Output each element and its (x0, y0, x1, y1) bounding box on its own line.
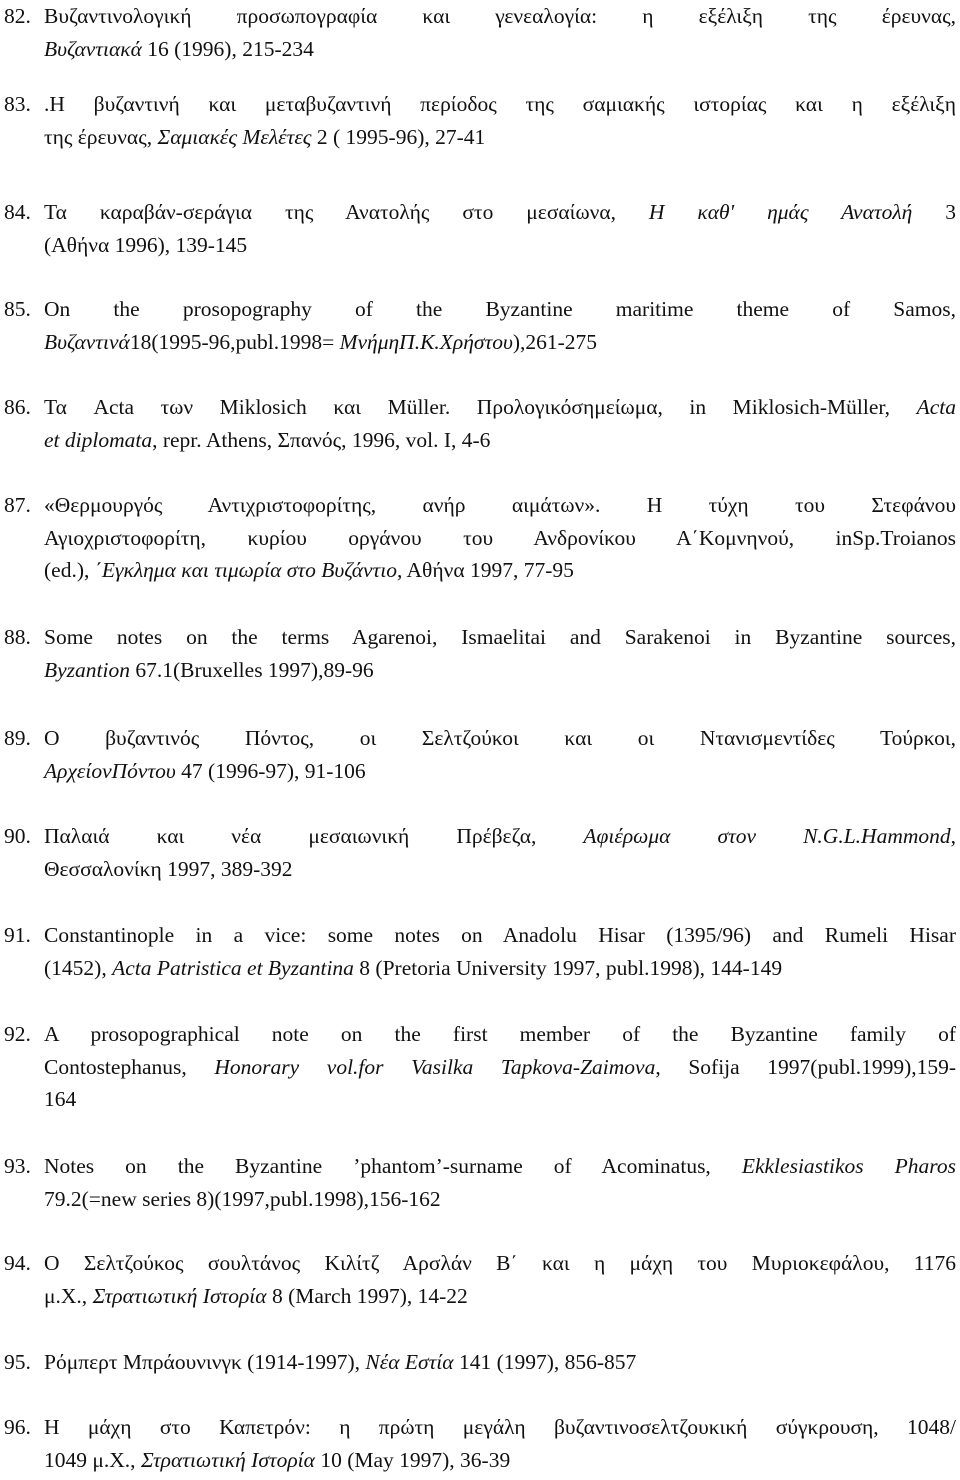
entry-text-line: 164 (44, 1087, 77, 1111)
entry-text-line: A prosopographical note on the first member of the Byzantine family of (44, 1022, 956, 1046)
bibliography-entry-85 (4, 293, 956, 358)
entry-text-line: της έρευνας, Σαμιακές Μελέτες 2 ( 1995-96), 27-41 (44, 124, 486, 149)
entry-text-line: «Θερμουργός Αντιχριστοφορίτης, ανήρ αιμάτων». Η τύχη του Στεφάνου (44, 493, 956, 517)
entry-text-line: Byzantion 67.1(Bruxelles 1997),89-96 (44, 657, 374, 682)
entry-number: 93. (4, 1154, 31, 1178)
entry-text-line: Η μάχη στο Καπετρόν: η πρώτη μεγάλη βυζαντινοσελτζουκική σύγκρουση, 1048/ (44, 1415, 956, 1439)
bibliography-entry-88 (4, 621, 956, 686)
bibliography-entry-82 (4, 0, 956, 65)
bibliography-entry-83 (4, 88, 956, 153)
entry-text-line: Ο Σελτζούκος σουλτάνος Κιλίτζ Αρσλάν Β΄ και η μάχη του Μυριοκεφάλου, 1176 (44, 1251, 956, 1275)
bibliography-entry-96 (4, 1411, 956, 1476)
entry-text-line: .Η βυζαντινή και μεταβυζαντινή περίοδος της σαμιακής ιστορίας και η εξέλιξη (44, 92, 956, 116)
entry-number: 95. (4, 1350, 31, 1374)
entry-text-line: Βυζαντιακά 16 (1996), 215-234 (44, 36, 314, 61)
entry-text-line: 79.2(=new series 8)(1997,publ.1998),156-162 (44, 1186, 441, 1211)
bibliography-entry-87 (4, 489, 956, 587)
entry-text-line: Αγιοχριστοφορίτη, κυρίου οργάνου του Ανδρονίκου Α΄Κομνηνού, inSp.Troianos (44, 525, 956, 550)
entry-text-line: Contostephanus, Honorary vol.for Vasilka Tapkova-Zaimova, Sofija 1997(publ.1999),159- (44, 1054, 957, 1079)
bibliography-entry-91 (4, 919, 956, 984)
entry-text-line: Βυζαντινά18(1995-96,publ.1998= ΜνήμηΠ.Κ.Χρήστου),261-275 (44, 329, 598, 354)
entry-text-line: ΑρχείονΠόντου 47 (1996-97), 91-106 (44, 758, 366, 783)
bibliography-entry-89 (4, 722, 956, 787)
entry-text-line: (Αθήνα 1996), 139-145 (44, 232, 248, 257)
entry-number: 85. (4, 297, 31, 321)
entry-text-line: Βυζαντινολογική προσωπογραφία και γενεαλογία: η εξέλιξη της έρευνας, (44, 4, 956, 28)
bibliography-entry-93 (4, 1150, 956, 1215)
entry-text-line: Notes on the Byzantine ’phantom’-surname of Acominatus, Ekklesiastikos Pharos (44, 1154, 956, 1178)
entry-number: 90. (4, 824, 31, 848)
entry-text-line: Τα Acta των Miklosich και Müller. Προλογικόσημείωμα, in Miklosich-Müller, Acta (44, 395, 956, 419)
bibliography-entry-86 (4, 391, 956, 456)
entry-text-line: (1452), Acta Patristica et Byzantina 8 (Pretoria University 1997, publ.1998), 144-149 (44, 955, 783, 980)
entry-text-line: et diplomata, repr. Athens, Σπανός, 1996, vol. I, 4-6 (44, 427, 491, 452)
entry-text-line: Ο βυζαντινός Πόντος, οι Σελτζούκοι και οι Ντανισμεντίδες Τούρκοι, (44, 726, 956, 750)
entry-text-line: 1049 μ.Χ., Στρατιωτική Ιστορία 10 (May 1997), 36-39 (44, 1447, 511, 1472)
entry-number: 83. (4, 92, 31, 116)
entry-number: 87. (4, 493, 31, 517)
entry-number: 82. (4, 4, 31, 28)
bibliography-entry-94 (4, 1247, 956, 1312)
entry-text-line: Τα καραβάν-σεράγια της Ανατολής στο μεσαίωνα, Η καθ' ημάς Ανατολή 3 (44, 200, 956, 224)
entry-text-line: (ed.), ΄Εγκλημα και τιμωρία στο Βυζάντιο, Αθήνα 1997, 77-95 (44, 558, 574, 582)
entry-number: 89. (4, 726, 31, 750)
entry-text-line: On the prosopography of the Byzantine maritime theme of Samos, (44, 297, 956, 321)
entry-number: 88. (4, 625, 31, 649)
bibliography-entry-92 (4, 1018, 956, 1116)
entry-text-line: Παλαιά και νέα μεσαιωνική Πρέβεζα, Αφιέρωμα στον N.G.L.Hammond, (44, 824, 956, 848)
bibliography-entry-95 (4, 1346, 956, 1379)
entry-text-line: Θεσσαλονίκη 1997, 389-392 (44, 856, 293, 881)
bibliography-entry-90 (4, 820, 956, 885)
bibliography-entry-84 (4, 196, 956, 261)
entry-number: 84. (4, 200, 31, 224)
entry-text-line: Some notes on the terms Agarenoi, Ismaelitai and Sarakenoi in Byzantine sources, (44, 625, 956, 649)
entry-text-line: Constantinople in a vice: some notes on Anadolu Hisar (1395/96) and Rumeli Hisar (44, 923, 956, 947)
entry-text-line: μ.Χ., Στρατιωτική Ιστορία 8 (March 1997), 14-22 (44, 1283, 468, 1308)
entry-text-line: Ρόμπερτ Μπράουνινγκ (1914-1997), Νέα Εστία 141 (1997), 856-857 (44, 1350, 637, 1374)
entry-number: 96. (4, 1415, 31, 1439)
entry-number: 92. (4, 1022, 31, 1046)
entry-number: 94. (4, 1251, 31, 1275)
entry-number: 91. (4, 923, 31, 947)
entry-number: 86. (4, 395, 31, 419)
